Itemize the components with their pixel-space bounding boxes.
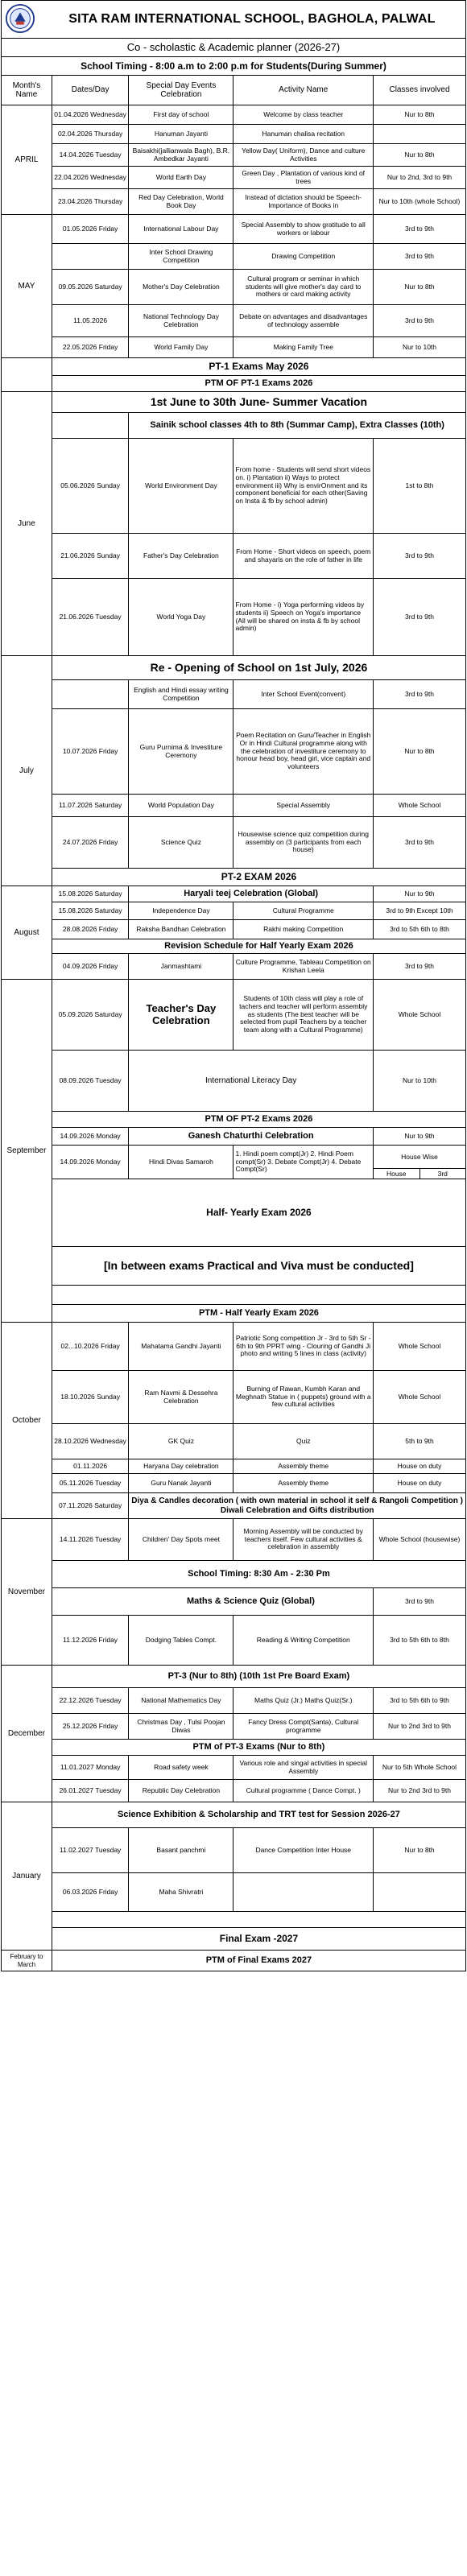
header [1, 0, 466, 38]
activity-cell: Assembly theme [234, 1474, 374, 1493]
activity-cell: From home - Students will send short videos on. i) Plantation ii) Ways to protect environment iii) Why is envirOnment and its component beneficial for each other(Saving on Insta & fb by school admin) [234, 439, 374, 534]
table-row [2, 1493, 466, 1519]
table-row [2, 902, 466, 920]
col-header-date: Dates/Day [52, 76, 128, 105]
school-logo-icon [5, 3, 35, 34]
table-row [2, 1371, 466, 1424]
activity-cell: Making Family Tree [234, 337, 374, 358]
classes-cell: Nur to 9th [374, 1128, 466, 1146]
special-day-cell: Guru Nanak Jayanti [129, 1474, 234, 1493]
classes-cell: 3rd to 9th Except 10th [374, 902, 466, 920]
special-day-cell: Guru Purnima & Investiture Ceremony [129, 709, 234, 795]
table-row [2, 305, 466, 337]
special-day-cell: Independence Day [129, 902, 234, 920]
date-cell: 21.06.2026 Sunday [52, 534, 128, 579]
activity-cell: Cultural Programme [234, 902, 374, 920]
table-row [2, 1179, 466, 1247]
classes-cell: 3rd to 9th [374, 579, 466, 656]
month-cell: December [2, 1666, 52, 1802]
house-label: House [374, 1169, 420, 1179]
special-day-cell: Road safety week [129, 1756, 234, 1780]
classes-cell: 3rd to 9th [374, 954, 466, 980]
activity-cell: Cultural program or seminar in which students will give mother's day card to mothers or card making activity [234, 270, 374, 305]
special-day-cell: International Literacy Day [129, 1051, 374, 1112]
table-row [2, 1588, 466, 1616]
date-cell: 22.05.2026 Friday [52, 337, 128, 358]
classes-cell: 1st to 8th [374, 439, 466, 534]
classes-cell: 3rd to 5th 6th to 8th [374, 920, 466, 939]
activity-cell: Debate on advantages and disadvantages of technology assemble [234, 305, 374, 337]
table-row [2, 1666, 466, 1688]
date-cell: 25.12.2026 Friday [52, 1714, 128, 1740]
special-day-cell: Ganesh Chaturthi Celebration [129, 1128, 374, 1146]
date-cell: 08.09.2026 Tuesday [52, 1051, 128, 1112]
special-day-cell: Inter School Drawing Competition [129, 244, 234, 270]
table-row [2, 1951, 466, 1971]
exam-banner: Final Exam -2027 [52, 1928, 465, 1951]
planner-subtitle: Co - scholastic & Academic planner (2026-27) [1, 38, 466, 56]
table-row [2, 439, 466, 534]
table-row [2, 1323, 466, 1371]
classes-cell: House on duty [374, 1474, 466, 1493]
table-row [2, 1474, 466, 1493]
special-day-cell: Christmas Day , Tulsi Poojan Diwas [129, 1714, 234, 1740]
special-day-cell: World Earth Day [129, 167, 234, 189]
date-cell: 09.05.2026 Saturday [52, 270, 128, 305]
activity-cell: Special Assembly [234, 795, 374, 817]
table-row [2, 534, 466, 579]
activity-cell: Maths Quiz (Jr.) Maths Quiz(Sr.) [234, 1688, 374, 1714]
table-row [2, 1424, 466, 1459]
special-day-cell: Teacher's Day Celebration [129, 980, 234, 1051]
classes-cell: 3rd to 9th [374, 1588, 466, 1616]
date-cell: 22.12.2026 Tuesday [52, 1688, 128, 1714]
date-cell: 21.06.2026 Tuesday [52, 579, 128, 656]
ptm-banner: PTM - Half Yearly Exam 2026 [52, 1305, 465, 1323]
vacation-banner: 1st June to 30th June- Summer Vacation [52, 392, 465, 413]
reopening-banner: Re - Opening of School on 1st July, 2026 [52, 656, 465, 680]
date-cell: 05.09.2026 Saturday [52, 980, 128, 1051]
classes-cell [374, 1146, 466, 1179]
special-day-cell: First day of school [129, 105, 234, 125]
classes-cell: 3rd to 9th [374, 680, 466, 709]
special-day-cell: Children' Day Spots meet [129, 1519, 234, 1561]
activity-cell: Housewise science quiz competition during assembly on (3 participants from each house) [234, 817, 374, 869]
month-cell: January [2, 1802, 52, 1951]
month-cell: July [2, 656, 52, 886]
table-row [2, 105, 466, 125]
revision-banner: Revision Schedule for Half Yearly Exam 2026 [52, 939, 465, 954]
table-row [2, 954, 466, 980]
activity-cell: From Home - i) Yoga performing videos by students ii) Speech on Yoga's importance (All will be shared on insta & fb by school admin) [234, 579, 374, 656]
table-row [2, 920, 466, 939]
date-cell: 24.07.2026 Friday [52, 817, 128, 869]
table-row [2, 980, 466, 1051]
classes-cell: Nur to 2nd 3rd to 9th [374, 1714, 466, 1740]
activity-cell: 1. Hindi poem compt(Jr) 2. Hindi Poem compt(Sr) 3. Debate Compt(Jr) 4. Debate Compt(Sr) [234, 1146, 374, 1179]
exam-banner: PT-1 Exams May 2026 [52, 358, 465, 376]
practical-note: [In between exams Practical and Viva must be conducted] [52, 1247, 465, 1286]
classes-cell: 3rd to 9th [374, 534, 466, 579]
school-timing: School Timing - 8:00 a.m to 2:00 p.m for Students(During Summer) [1, 56, 466, 75]
special-day-cell: International Labour Day [129, 215, 234, 244]
date-cell: 15.08.2026 Saturday [52, 886, 128, 902]
table-row [2, 680, 466, 709]
special-day-cell: Hindi Divas Samaroh [129, 1146, 234, 1179]
date-cell: 14.09.2026 Monday [52, 1128, 128, 1146]
date-cell: 11.01.2027 Monday [52, 1756, 128, 1780]
date-cell: 28.08.2026 Friday [52, 920, 128, 939]
date-cell: 14.11.2026 Tuesday [52, 1519, 128, 1561]
table-row [2, 1912, 466, 1928]
special-day-cell: Mother's Day Celebration [129, 270, 234, 305]
month-cell: November [2, 1519, 52, 1666]
activity-cell: From Home - Short videos on speech, poem and shayaris on the role of father in life [234, 534, 374, 579]
activity-cell: Poem Recitation on Guru/Teacher in English Or in Hindi Cultural programme along with the celebration of investiture ceremony to honour head boy, head girl, vice captain and volunteers [234, 709, 374, 795]
classes-cell: Nur to 8th [374, 105, 466, 125]
exam-banner: PT-2 EXAM 2026 [52, 869, 465, 886]
date-cell: 14.09.2026 Monday [52, 1146, 128, 1179]
activity-cell: Fancy Dress Compt(Santa), Cultural programme [234, 1714, 374, 1740]
classes-cell: Whole School [374, 980, 466, 1051]
summer-camp-banner: Sainik school classes 4th to 8th (Summar Camp), Extra Classes (10th) [129, 413, 466, 439]
activity-cell: Instead of dictation should be Speech- Importance of Books in [234, 189, 374, 215]
special-day-cell: World Family Day [129, 337, 234, 358]
col-header-special-day: Special Day Events Celebration [129, 76, 234, 105]
table-row [2, 1051, 466, 1112]
activity-cell: Yellow Day( Uniform), Dance and culture Activities [234, 144, 374, 167]
table-row [2, 579, 466, 656]
activity-cell: Various role and singal activities in special Assembly [234, 1756, 374, 1780]
table-row [2, 1286, 466, 1305]
special-day-cell: Republic Day Celebration [129, 1780, 234, 1802]
classes-cell [374, 1873, 466, 1912]
table-row [2, 709, 466, 795]
table-row [2, 167, 466, 189]
table-row [2, 939, 466, 954]
table-row [2, 189, 466, 215]
date-cell [52, 244, 128, 270]
table-row [2, 795, 466, 817]
classes-cell: Nur to 8th [374, 144, 466, 167]
month-cell: APRIL [2, 105, 52, 215]
activity-cell: Welcome by class teacher [234, 105, 374, 125]
special-day-cell: Dodging Tables Compt. [129, 1616, 234, 1666]
classes-cell: Nur to 8th [374, 709, 466, 795]
activity-cell: Quiz [234, 1424, 374, 1459]
planner-table [1, 75, 466, 1971]
special-day-cell: Haryana Day celebration [129, 1459, 234, 1474]
table-row [2, 215, 466, 244]
table-row [2, 869, 466, 886]
date-cell: 01.05.2026 Friday [52, 215, 128, 244]
activity-cell: Culture Programme, Tableau Competition on Krishan Leela [234, 954, 374, 980]
date-cell [52, 680, 128, 709]
special-day-cell: GK Quiz [129, 1424, 234, 1459]
activity-cell: Reading & Writing Competition [234, 1616, 374, 1666]
special-day-cell: Baisakhi(jallianwala Bagh), B.R. Ambedkar Jayanti [129, 144, 234, 167]
winter-timing-banner: School Timing: 8:30 Am - 2:30 Pm [52, 1561, 465, 1588]
classes-cell: Whole School [374, 795, 466, 817]
special-day-cell: Science Quiz [129, 817, 234, 869]
month-cell: October [2, 1323, 52, 1519]
table-row [2, 270, 466, 305]
classes-cell: 3rd to 5th 6th to 9th [374, 1688, 466, 1714]
special-day-cell: National Mathematics Day [129, 1688, 234, 1714]
table-row [2, 376, 466, 392]
date-cell: 15.08.2026 Saturday [52, 902, 128, 920]
table-row [2, 1112, 466, 1128]
table-row [2, 1128, 466, 1146]
month-cell: February to March [2, 1951, 52, 1971]
table-row [2, 1247, 466, 1286]
classes-cell: 3rd to 9th [374, 305, 466, 337]
table-row [2, 1780, 466, 1802]
classes-cell: 3rd to 9th [374, 244, 466, 270]
table-row [2, 1561, 466, 1588]
special-day-cell: World Environment Day [129, 439, 234, 534]
table-row [2, 817, 466, 869]
classes-cell: Whole School [374, 1323, 466, 1371]
planner-sheet [1, 0, 466, 1971]
classes-cell: Nur to 10th (whole School) [374, 189, 466, 215]
classes-cell: Nur to 10th [374, 1051, 466, 1112]
table-row [2, 886, 466, 902]
special-day-cell: Maha Shivratri [129, 1873, 234, 1912]
activity-cell: Patriotic Song competition Jr - 3rd to 5th Sr - 6th to 9th PPRT wing - Clouring of Gandhi Ji photo and writing 5 lines in class (activity) [234, 1323, 374, 1371]
special-day-cell: Janmashtami [129, 954, 234, 980]
date-cell: 14.04.2026 Tuesday [52, 144, 128, 167]
col-header-classes: Classes involved [374, 76, 466, 105]
table-row [2, 144, 466, 167]
science-exhibition-banner: Science Exhibition & Scholarship and TRT test for Session 2026-27 [52, 1802, 465, 1828]
special-day-cell: World Population Day [129, 795, 234, 817]
table-row [2, 1688, 466, 1714]
month-cell: June [2, 392, 52, 656]
date-cell: 22.04.2026 Wednesday [52, 167, 128, 189]
special-day-cell: World Yoga Day [129, 579, 234, 656]
table-row [2, 656, 466, 680]
special-day-cell: Haryali teej Celebration (Global) [129, 886, 374, 902]
activity-cell: Special Assembly to show gratitude to all workers or labour [234, 215, 374, 244]
date-cell: 04.09.2026 Friday [52, 954, 128, 980]
table-row [2, 1519, 466, 1561]
date-cell: 11.02.2027 Tuesday [52, 1828, 128, 1873]
activity-cell: Burning of Rawan, Kumbh Karan and Meghnath Statue in ( puppets) ground with a few cultural activities [234, 1371, 374, 1424]
activity-cell: Drawing Competition [234, 244, 374, 270]
classes-cell [374, 125, 466, 144]
month-cell: August [2, 886, 52, 980]
date-cell: 01.11.2026 [52, 1459, 128, 1474]
table-row [2, 413, 466, 439]
class-label: 3rd [437, 1170, 448, 1178]
table-row [2, 1873, 466, 1912]
special-day-cell: Hanuman Jayanti [129, 125, 234, 144]
activity-cell: Students of 10th class will play a role of tachers and teacher will perform assembly as students (The best teacher will be selected from pupil Teachers by a teacher team along with a Cultural Programme) [234, 980, 374, 1051]
exam-banner: Half- Yearly Exam 2026 [52, 1179, 465, 1247]
diwali-cell: Diya & Candles decoration ( with own material in school it self & Rangoli Competition ) Diwali Celebration and Gifts distribution [129, 1493, 466, 1519]
classes-cell: Whole School [374, 1371, 466, 1424]
special-day-cell: Ram Navmi & Dessehra Celebration [129, 1371, 234, 1424]
date-cell: 11.12.2026 Friday [52, 1616, 128, 1666]
classes-cell: 3rd to 5th 6th to 8th [374, 1616, 466, 1666]
table-row [2, 1802, 466, 1828]
table-row [2, 1828, 466, 1873]
table-row [2, 392, 466, 413]
table-row [2, 337, 466, 358]
date-cell: 07.11.2026 Saturday [52, 1493, 128, 1519]
date-cell: 02...10.2026 Friday [52, 1323, 128, 1371]
table-row [2, 1305, 466, 1323]
col-header-month: Month's Name [2, 76, 52, 105]
classes-cell: Whole School (housewise) [374, 1519, 466, 1561]
table-row [2, 1928, 466, 1951]
classes-cell: Nur to 8th [374, 1828, 466, 1873]
classes-cell: Nur to 8th [374, 270, 466, 305]
activity-cell: Cultural programme ( Dance Compt. ) [234, 1780, 374, 1802]
ptm-banner: PTM of Final Exams 2027 [52, 1951, 465, 1971]
ptm-banner: PTM OF PT-2 Exams 2026 [52, 1112, 465, 1128]
quiz-banner: Maths & Science Quiz (Global) [129, 1588, 374, 1616]
activity-cell: Inter School Event(convent) [234, 680, 374, 709]
house-wise-label: House Wise [401, 1153, 438, 1161]
table-row [2, 1146, 466, 1179]
date-cell: 05.11.2026 Tuesday [52, 1474, 128, 1493]
classes-cell: Nur to 10th [374, 337, 466, 358]
special-day-cell: Basant panchmi [129, 1828, 234, 1873]
special-day-cell: Father's Day Celebration [129, 534, 234, 579]
month-cell: September [2, 980, 52, 1323]
date-cell: 26.01.2027 Tuesday [52, 1780, 128, 1802]
table-row [2, 1740, 466, 1756]
date-cell: 05.06.2026 Sunday [52, 439, 128, 534]
activity-cell: Morning Assembly will be conducted by teachers itself. Few cultural activities & celebration in assembly [234, 1519, 374, 1561]
date-cell: 28.10.2026 Wednesday [52, 1424, 128, 1459]
col-header-activity: Activity Name [234, 76, 374, 105]
activity-cell: Rakhi making Competition [234, 920, 374, 939]
table-row [2, 1756, 466, 1780]
date-cell: 01.04.2026 Wednesday [52, 105, 128, 125]
activity-cell: Dance Competition Inter House [234, 1828, 374, 1873]
special-day-cell: National Technology Day Celebration [129, 305, 234, 337]
table-row [2, 1616, 466, 1666]
date-cell: 02.04.2026 Thursday [52, 125, 128, 144]
activity-cell: Hanuman chalisa recitation [234, 125, 374, 144]
month-cell: MAY [2, 215, 52, 358]
classes-cell: 3rd to 9th [374, 817, 466, 869]
ptm-banner: PTM of PT-3 Exams (Nur to 8th) [52, 1740, 465, 1756]
date-cell: 10.07.2026 Friday [52, 709, 128, 795]
activity-cell: Assembly theme [234, 1459, 374, 1474]
classes-cell: Nur to 5th Whole School [374, 1756, 466, 1780]
ptm-banner: PTM OF PT-1 Exams 2026 [52, 376, 465, 392]
date-cell: 11.07.2026 Saturday [52, 795, 128, 817]
date-cell: 06.03.2026 Friday [52, 1873, 128, 1912]
special-day-cell: Red Day Celebration, World Book Day [129, 189, 234, 215]
classes-cell: 3rd to 9th [374, 215, 466, 244]
table-row [2, 244, 466, 270]
date-cell: 11.05.2026 [52, 305, 128, 337]
classes-cell: Nur to 9th [374, 886, 466, 902]
table-row [2, 1459, 466, 1474]
table-row [2, 358, 466, 376]
special-day-cell: Raksha Bandhan Celebration [129, 920, 234, 939]
classes-cell: 5th to 9th [374, 1424, 466, 1459]
activity-cell [234, 1873, 374, 1912]
exam-banner: PT-3 (Nur to 8th) (10th 1st Pre Board Exam) [52, 1666, 465, 1688]
table-header-row [2, 76, 466, 105]
classes-cell: Nur to 2nd, 3rd to 9th [374, 167, 466, 189]
special-day-cell: English and Hindi essay writing Competition [129, 680, 234, 709]
classes-cell: Nur to 2nd 3rd to 9th [374, 1780, 466, 1802]
classes-cell: House on duty [374, 1459, 466, 1474]
special-day-cell: Mahatama Gandhi Jayanti [129, 1323, 234, 1371]
activity-cell: Green Day , Plantation of various kind of trees [234, 167, 374, 189]
date-cell: 23.04.2026 Thursday [52, 189, 128, 215]
table-row [2, 125, 466, 144]
school-name: SITA RAM INTERNATIONAL SCHOOL, BAGHOLA, PALWAL [68, 12, 436, 26]
date-cell: 18.10.2026 Sunday [52, 1371, 128, 1424]
table-row [2, 1714, 466, 1740]
